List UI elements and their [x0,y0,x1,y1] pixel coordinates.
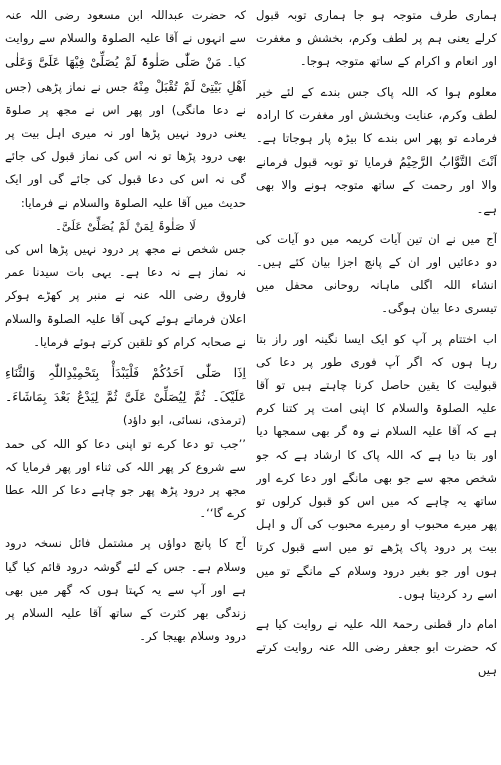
paragraph-text: اب اختتام پر آپ کو ایک ایسا نگینہ اور راز بتا رہا ہوں کہ اگر آپ فوری طور پر دعا کی قبولیت کا یقین حاصل کرنا چاہتے ہیں تو آقا علیہ الصلوۃ والسلام کا اپنی امت پر کتنا کرم ہے کہ آقا علیہ السلام نے وہ گر بھی سمجھا دیا اور بتا دیا ہے کہ اللہ پاک کا ارشاد ہے کہ جو شخص مجھ سے جو بھی مانگے اور دعا کرے اور ساتھ یہ چاہے کہ میں اس کو قبول کرلوں تو پھر میرے محبوب او رمیرے محبوب کی آل و اہل بیت پر درود پاک پڑھے تو میں اسے قبول کرتا ہوں اور جو بغیر درود وسلام کے مانگے تو میں اسے رد کردیتا ہوں۔ [256,331,497,601]
paragraph-text: امام دار قطنی رحمۃ اللہ علیہ نے روایت کیا ہے کہ حضرت ابو جعفر رضی اللہ عنہ روایت کرتے ہیں [256,617,497,678]
hadith-arabic: مَنْ صَلّٰی صَلٰوۃً لَمْ یُصَلِّیْ فِیْھَا عَلَیَّ وَعَلٰی اَھْلِ بَیْتِیْ لَمْ تُقْبَلْ مِنْهُ [5,54,246,94]
paragraph-text: فرمایا تو توبہ قبول فرمانے والا اور رحمت کے ساتھ متوجہ ہونے والا بھی ہے۔ [256,155,497,216]
paragraph-text: آج میں نے ان تین آیات کریمہ میں دو آیات کی دو دعائیں اور ان کے پانچ اجزا بیان کئے ہیں۔ انشاء اللہ اگلی ماہانہ روحانی محفل میں تیسری دعا بیان ہوگی۔ [256,231,497,316]
quranic-phrase: اَنْتَ التَّوَّابُ الرَّحِیْمُ [398,154,497,170]
paragraph-text: ہماری طرف متوجہ ہو جا ہماری توبہ قبول کرلے یعنی ہم پر لطف وکرم، بخشش و مغفرت اور انعام و اکرام کے ساتھ متوجہ ہوجا۔ [256,8,497,69]
hadith-reference: (ترمذی، نسائی، ابو داؤد) [122,413,246,428]
paragraph [256,613,497,683]
paragraph-text: کہ حضرت عبداللہ ابن مسعود رضی اللہ عنہ سے انہوں نے آقا علیہ الصلوۃ والسلام سے روایت کیا۔ [5,8,246,70]
paragraph-text: آج کا پانچ دواؤں پر مشتمل فائل نسخہ درود وسلام ہے۔ جس کے لئے گوشہ درود قائم کیا گیا ہے اور آپ سے یہ کہتا ہوں کہ گھر میں بھی زندگی بھر کثرت کے ساتھ آقا علیہ السلام پر درود وسلام بھیجا کر۔ [5,536,246,644]
paragraph-text: معلوم ہوا کہ اللہ پاک جس بندے کے لئے خیر لطف وکرم، عنایت وبخشش اور مغفرت کا ارادہ فرمادے تو پھر اس بندے کا بیڑہ پار ہوجاتا ہے۔ [256,84,497,146]
paragraph [256,228,497,321]
paragraph [5,532,246,648]
hadith-arabic: اِذَا صَلّٰی اَحَدُکُمْ فَلْیَبْدَأْ بِتَحْمِیْدِاللّٰہِ وَالثَّنَاءِ عَلَیْکَ۔ ثُمَّ لِیُصَلِّیْ عَلَیَّ ثُمَّ لِیَدْعُ بَعْدَ بِمَاشَاءَ۔ [5,365,246,405]
paragraph [5,361,246,433]
left-column [5,4,246,765]
paragraph [5,4,246,215]
right-column [256,4,497,765]
paragraph-text: جس نے نماز پڑھی (جس نے دعا مانگی) اور پھر اس نے مجھ پر صلوۃ یعنی درود نہیں پڑھا اور نہ میری اہل بیت پر بھی درود پڑھا تو نہ اس کی نماز قبول کی جائے گی نہ اس کی دعا قبول کی جائے گی اور ایک حدیث میں آقا علیہ الصلوۃ والسلام نے فرمایا: [5,79,246,210]
hadith-arabic-line: لَا صَلٰوۃَ لِمَنْ لَمْ یُصَلِّیْ عَلَیَّ۔ [55,218,196,233]
paragraph [256,328,497,606]
paragraph [256,81,497,221]
paragraph [256,4,497,74]
paragraph [5,238,246,354]
paragraph-text: جس شخص نے مجھ پر درود نہیں پڑھا اس کی نہ نماز ہے نہ دعا ہے۔ یہی بات سیدنا عمر فاروق رضی اللہ عنہ نے منبر پر کھڑے ہوکر اعلان فرماتے ہوئے کہی آقا علیہ الصلوۃ والسلام نے صحابہ کرام کو تلقین کرتے ہوئے فرمایا۔ [5,242,246,349]
paragraph-text: ’’جب تو دعا کرے تو اپنی دعا کو اللہ کی حمد سے شروع کر پھر اللہ کی ثناء اور پھر فرمایا کہ مجھ پر درود پڑھ پھر جو چاہے دعا کر اللہ عطا کرے گا‘‘۔ [5,436,246,521]
paragraph [5,433,246,526]
